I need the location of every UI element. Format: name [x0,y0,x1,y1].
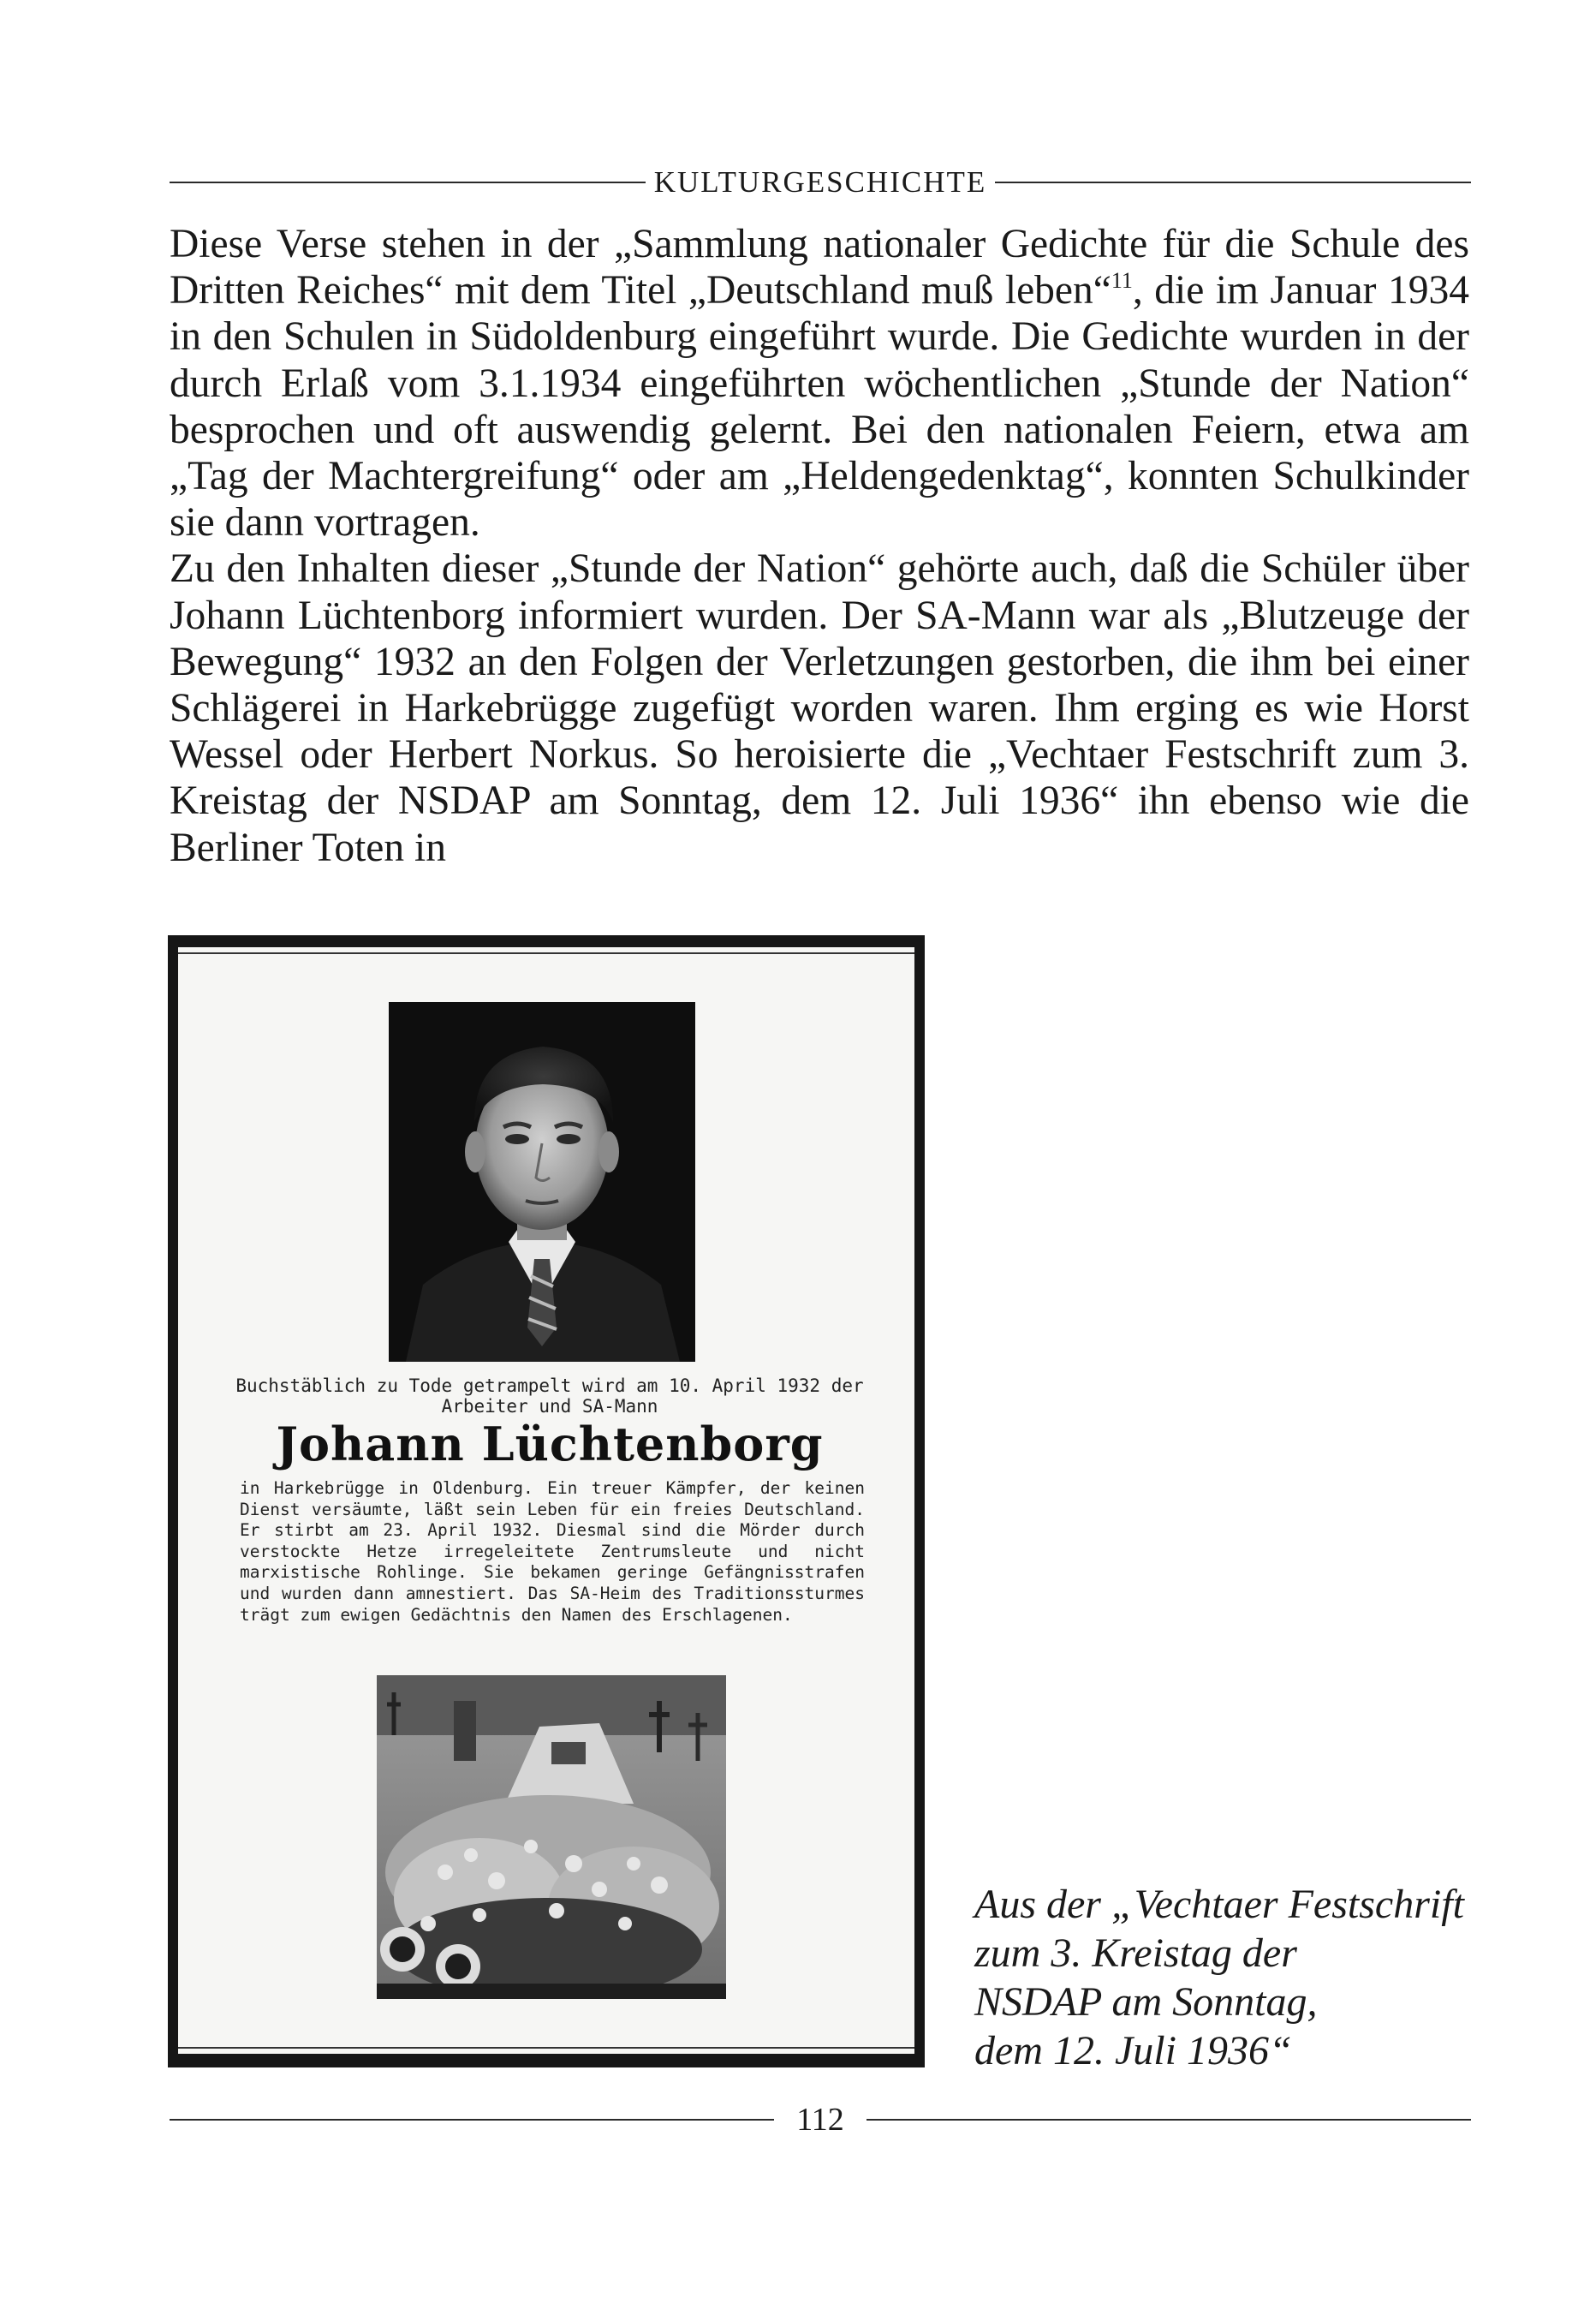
footer-rule-left [170,2119,774,2121]
figure-caption [974,1880,1505,2075]
figure-caption-line-1: Aus der „Vechtaer Festschrift [974,1882,1464,1927]
running-head-title: KULTURGESCHICHTE [653,165,987,199]
grave-illustration [377,1675,726,1999]
running-head-rule-left [170,182,646,183]
poster-caption [211,1375,889,1417]
page-number: 112 [796,2102,844,2138]
poster-caption-line-1: Buchstäblich zu Tode getrampelt wird am 10. April 1932 der [235,1375,864,1396]
portrait-illustration [389,1002,695,1362]
footnote-reference: 11 [1111,268,1133,294]
figure-caption-line-4: dem 12. Juli 1936“ [974,2028,1292,2073]
paragraph-1-part-2: , die im Januar 1934 in den Schulen in Südoldenburg eingeführt wurde. Die Gedichte wurden in der durch Erlaß vom 3.1.1934 eingeführten wöchentlichen „Stunde der Nation“ besprochen und oft auswendig gelernt. Bei den nationalen Feiern, etwa am „Tag der Machtergreifung“ oder am „Heldengedenktag“, konnten Schulkinder sie dann vortragen. [170,268,1469,546]
figure-caption-line-3: NSDAP am Sonntag, [974,1979,1318,2025]
page-footer [170,2098,1471,2141]
grave-photo [377,1675,726,1999]
paragraph-1-part-1: Diese Verse stehen in der „Sammlung nationaler Gedichte für die Schule des Dritten Reiches“ mit dem Titel „Deutschland muß leben“ [170,222,1469,313]
poster-inner-rule-bottom [178,2047,914,2049]
poster-caption-line-2: Arbeiter und SA-Mann [441,1396,658,1417]
poster-figure [168,935,925,2067]
paragraph-1 [170,221,1469,546]
body-text [170,221,1469,871]
poster-body-text: in Harkebrügge in Oldenburg. Ein treuer Kämpfer, der keinen Dienst versäumte, läßt sein Leben für ein freies Deutschland. Er stirbt am 23. April 1932. Diesmal sind die Mörder durch verstockte Hetze irregeleitete Zentrumsleute und nicht marxistische Rohlinge. Sie bekamen geringe Gefängnisstrafen und wurden dann amnestiert. Das SA-Heim des Traditionssturmes trägt zum ewigen Gedächtnis den Namen des Erschlagenen. [240,1478,865,1625]
poster-inner-rule-top [178,952,914,954]
poster-name-heading: Johann Lüchtenborg [276,1417,824,1471]
running-head-rule-right [995,182,1471,183]
footer-rule-right [866,2119,1471,2121]
paragraph-2: Zu den Inhalten dieser „Stunde der Nation“ gehörte auch, daß die Schüler über Johann Lüchtenborg informiert wurden. Der SA-Mann war als „Blutzeuge der Bewegung“ 1932 an den Folgen der Verletzungen gestorben, die ihm bei einer Schlägerei in Harkebrügge zugefügt worden waren. Ihm erging es wie Horst Wessel oder Herbert Norkus. So heroisierte die „Vechtaer Festschrift zum 3. Kreistag der NSDAP am Sonntag, dem 12. Juli 1936“ ihn ebenso wie die Berliner Toten in [170,546,1469,870]
figure-caption-line-2: zum 3. Kreistag der [974,1930,1297,1976]
portrait-photo [389,1002,695,1362]
running-head [170,161,1471,204]
